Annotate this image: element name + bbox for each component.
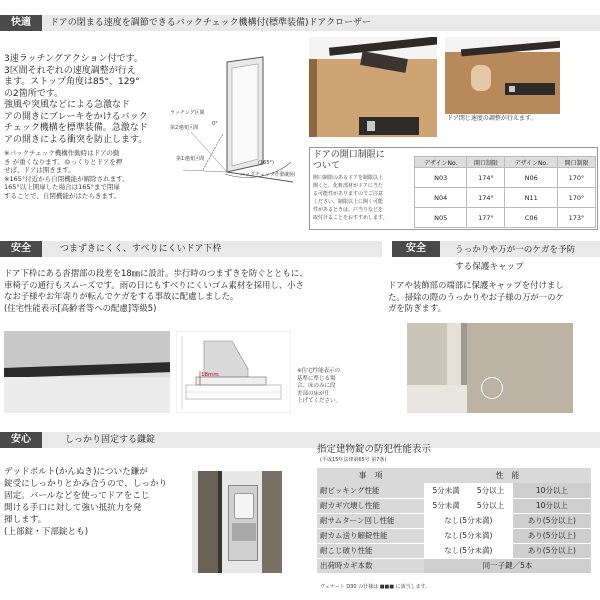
section4-body: デッドボルト(かんぬき)についた鎌が 錠受にしっかりとかみ合うので、しっかり 固定。バールなどを使ってドアをこじ 開ける手口に対して強い抵抗力を発 揮します。 (上部錠・下部錠とも) [4,467,168,537]
section3-body: ドアや装飾部の端部に保護キャップを付けまし た。掃除の際のうっかりやお子様の万が一のケ ガを防ぎます。 [388,280,564,313]
diagram-label-second: 第2速度区間 [170,125,199,131]
sickle-lock-photo [192,471,282,573]
section2-title: つまずきにくく、すべりにくいドア下枠 [60,244,222,254]
sill-section-diagram [176,331,291,413]
door-closer-photo-1 [309,37,437,137]
table-row: N03 174° N06 170° [415,168,596,188]
sill-dimension-label: 18mm [201,372,219,378]
opening-limit-box [309,147,598,230]
door-closer-photo-2 [445,37,560,114]
table-row: 出荷時カギ本数 同一子鍵／5本 [317,558,591,573]
section3-title: うっかりや万が一のケガを予防 する保護キャップ [455,245,576,272]
diagram-label-first: 第1速度区間 [176,156,205,162]
closer-photo-caption: ドア閉じ速度の調整が行えます。 [447,115,537,122]
limit-box-desc: 開口制限のあるドアを制限以上 開くと、化粧部材がドアに当た る可能性がありますのでご注意 ください。制限以上に開く可能 性があるときは、戸当りなどを 取付けることをおすすめします。 [313,175,388,221]
diagram-label-backcheck: バックチェック作動範囲 [240,172,295,178]
diagram-label-angle0: 0° [212,121,218,127]
security-table-subtitle: (平成15年法律第65号 第7条) [320,457,387,463]
section1-notes: ※バックチェック機構作動時はドアの動 き が重くなります。ゆっくりとドアを押 せば、ドアは開きます。 ※165°付近から自閉機能が解除されます。 165°以上開扉した場合は165°まで閉扉 することで、自閉機能がはたらきます。 [4,149,129,200]
limit-box-title: ドアの開口制限に ついて [313,150,385,171]
section4-tag: 安心 [0,432,42,448]
section1-body: 3速ラッチングアクション付です。 3区間それぞれの速度調整が行え ます。ストップ角度は85°、129° の2箇所です。 強風や突風などによる急激なド アの開きにブレーキをかけるバック チェック機構を標準装備。急激なド アの開きによる衝突を防止します。 [4,54,148,145]
table-row: 耐こじ破り性能 なし(5分未満) あり(5分以上) [317,543,591,558]
door-sill-photo [4,331,170,413]
diagram-label-angle165: (165°) [258,160,274,166]
protective-cap-photo [407,323,573,413]
section4-header-bar [0,432,600,448]
diagram-label-latching: ラッチング区間 [170,110,205,116]
section2-header-bar [0,241,382,257]
section1-header-bar [0,15,600,31]
section2-tag: 安全 [0,241,42,257]
section4-title: しっかり固定する鎌錠 [65,435,156,445]
table-row: 耐カギ穴壊し性能 5分未満 5分以上 10分以上 [317,498,591,513]
opening-limit-table: デザインNo. 開口制限 デザインNo. 開口制限 N03 174° N06 170° N04 174° N11 170° N05 177° C06 173° [414,156,596,228]
section1-tag: 快適 [0,15,42,31]
section2-note: ※住宅性能表示の 基準に準じる場 合、床のみに段 差部の床が仕 上げてください。 [297,368,342,404]
table-row: 耐ピッキング性能 5分未満 5分以上 10分以上 [317,483,591,498]
table-row: 耐サムターン回し性能 なし(5分未満) あり(5分以上) [317,513,591,528]
security-table-title: 指定建物錠の防犯性能表示 [317,444,432,455]
table-row: N04 174° N11 170° [415,188,596,208]
section2-body: ドア下枠にある沓摺部の段差を18㎜に設計。歩行時のつまずきを防ぐとともに、 車椅子の通行もスムーズです。雨の日にもすべりにくいゴム素材を採用し、小さ なお子様やお年寄りが転んでケガをする事故に配慮しました。 (住宅性能表示[高齢者等への配慮]等級5) [4,268,308,313]
table-row: N05 177° C06 173° [415,208,596,228]
section1-title: ドアの閉まる速度を調節できるバックチェック機構付(標準装備)ドアクローザー [50,18,371,28]
security-table-footnote: ヴェナート D30 の仕様は ■■■ に該当します。 [320,584,431,590]
section3-tag: 安全 [392,241,440,257]
security-performance-table: 事 項 性 能 耐ピッキング性能 5分未満 5分以上 10分以上 耐カギ穴壊し性能 5分未満 5分以上 10分以上 耐サムターン回し性能 なし(5分未満) あり(5分以上) 耐カム送り解錠性能 なし(5分未満) あり(5分以上) 耐こじ破り性能 なし(5分未満) あり(5分以上) 出荷時カギ本数 同一子鍵／5本 [317,468,591,574]
table-row: 耐カム送り解錠性能 なし(5分未満) あり(5分以上) [317,528,591,543]
door-angle-diagram [163,52,308,187]
cap-highlight-circle [481,377,503,399]
